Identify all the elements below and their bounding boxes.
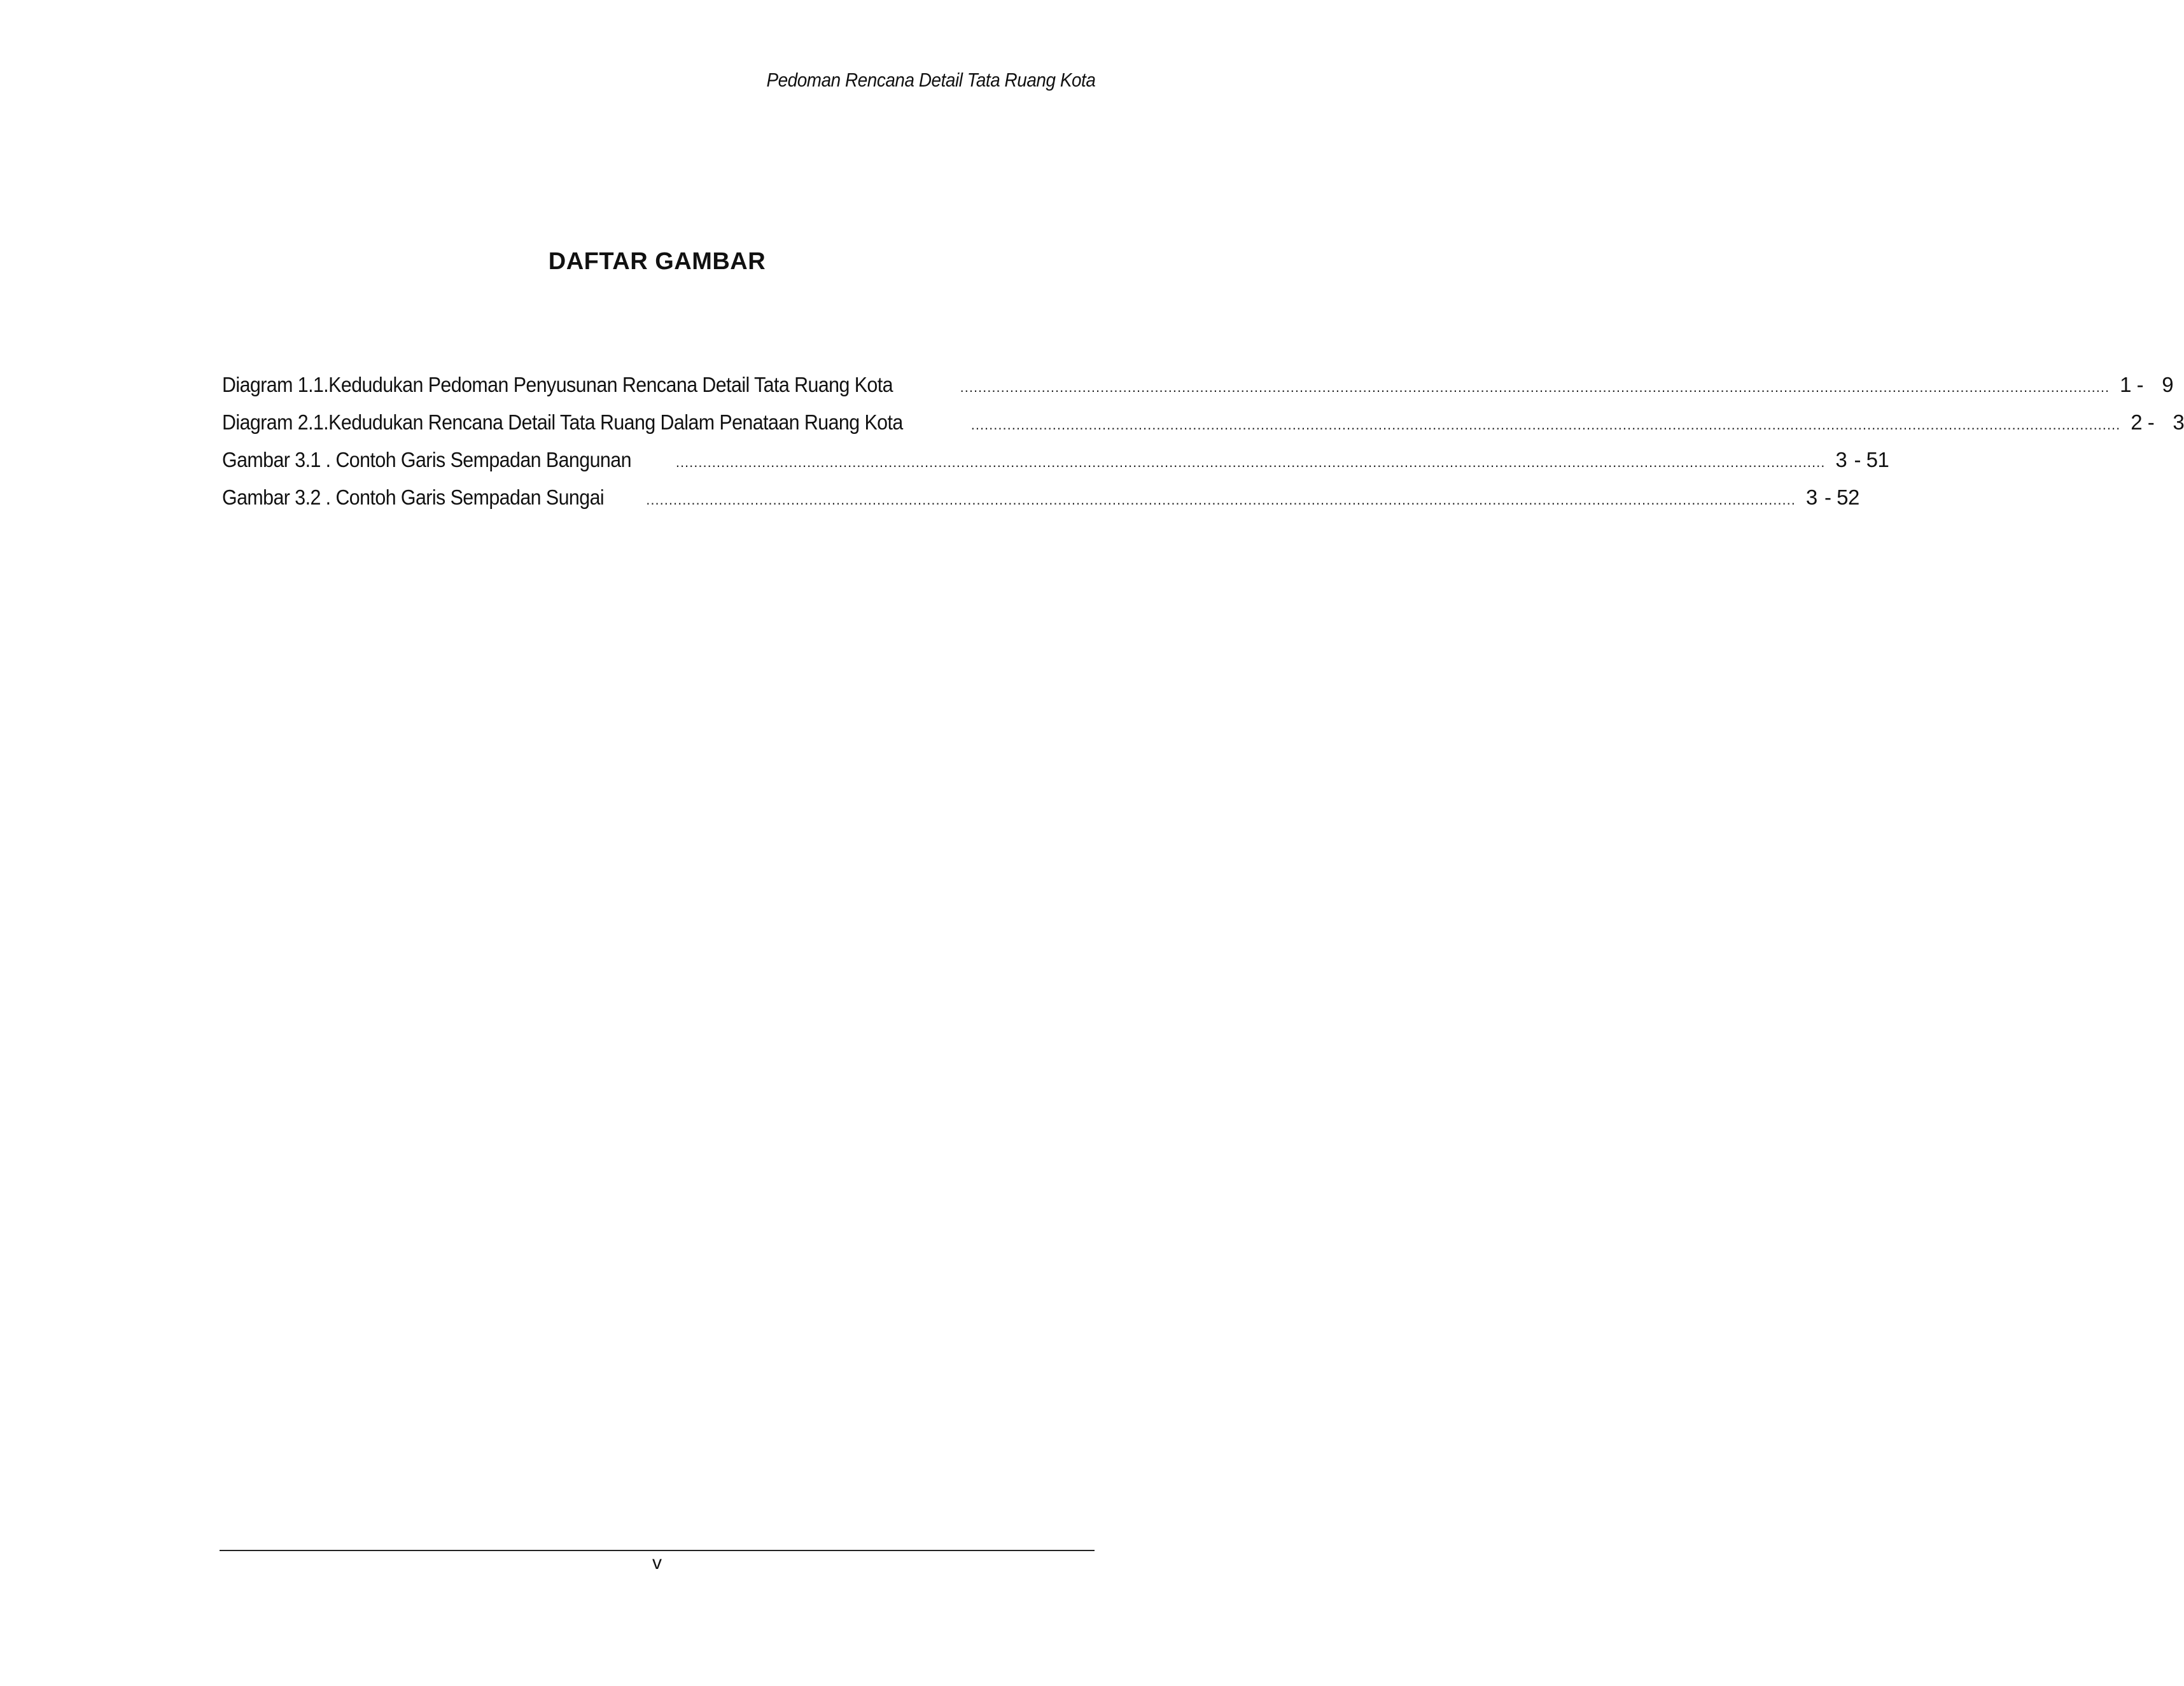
dot-leader: ..............................................................................................................................................................................................................................................................: [970, 417, 2121, 433]
toc-entry-label: Diagram 1.1.Kedudukan Pedoman Penyusunan Rencana Detail Tata Ruang Kota: [222, 373, 893, 396]
toc-entry-label: Gambar 3.1 . Contoh Garis Sempadan Bangunan: [222, 448, 631, 471]
toc-entry[interactable]: [222, 410, 2184, 448]
page-chapter: 3: [1835, 448, 1847, 471]
dot-leader: ..............................................................................................................................................................................................................................................................: [646, 492, 1796, 508]
toc-entry-page: [1835, 448, 1889, 472]
page-chapter: 2 -: [2131, 410, 2155, 434]
toc-entry-label: Gambar 3.2 . Contoh Garis Sempadan Sungai: [222, 485, 605, 509]
page-number: - 52: [1824, 485, 1859, 509]
page-number: - 51: [1854, 448, 1889, 471]
toc-entry-page: [2120, 373, 2173, 397]
page-chapter: 3: [1805, 485, 1817, 509]
page-number: 9: [2162, 373, 2174, 396]
footer-page-number: v: [652, 1552, 662, 1573]
page-number: 3: [2173, 410, 2184, 434]
footer-divider: [220, 1550, 1095, 1551]
figure-list: [222, 373, 2184, 523]
toc-entry[interactable]: [222, 485, 1859, 523]
dot-leader: ..............................................................................................................................................................................................................................................................: [960, 379, 2110, 395]
toc-entry[interactable]: [222, 373, 2174, 410]
page-chapter: 1 -: [2120, 373, 2144, 396]
running-header: Pedoman Rencana Detail Tata Ruang Kota: [766, 69, 1095, 91]
toc-entry-page: [2131, 410, 2184, 435]
page-title: DAFTAR GAMBAR: [548, 248, 766, 275]
dot-leader: ..............................................................................................................................................................................................................................................................: [675, 454, 1826, 470]
toc-entry-page: [1806, 485, 1859, 510]
toc-entry-label: Diagram 2.1.Kedudukan Rencana Detail Tata Ruang Dalam Penataan Ruang Kota: [222, 410, 903, 434]
toc-entry[interactable]: [222, 448, 1889, 485]
